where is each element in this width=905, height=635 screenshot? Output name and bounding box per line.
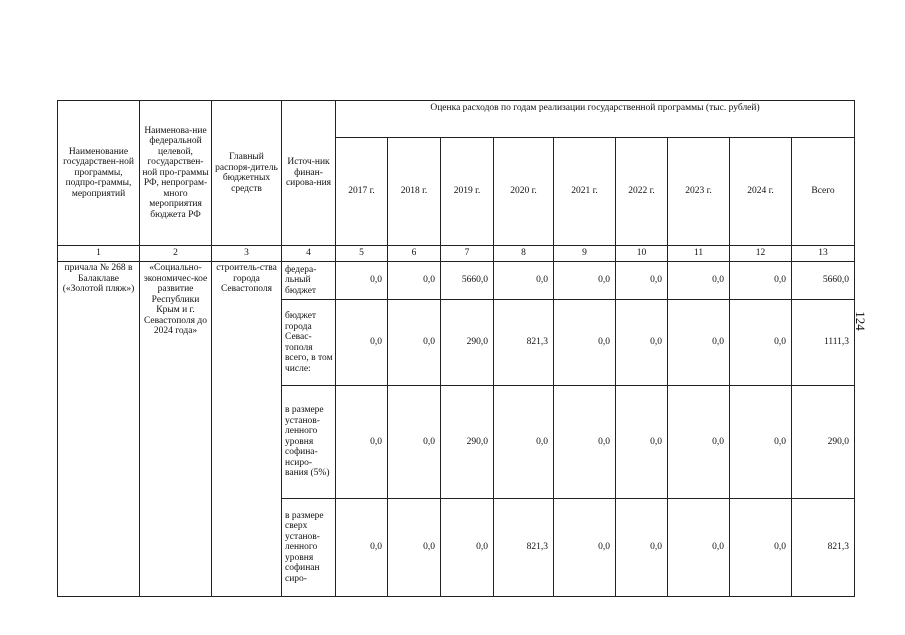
header-year: 2021 г.	[554, 138, 616, 246]
header-year: 2019 г.	[441, 138, 494, 246]
value-cell: 0,0	[668, 300, 730, 386]
header-federal-program: Наименова-ние федеральной целевой, государствен-ной про-граммы РФ, непрограм-много мероприятия бюджета РФ	[140, 101, 212, 246]
value-cell: 821,3	[494, 300, 554, 386]
value-cell: 0,0	[554, 300, 616, 386]
administrator-cell: строитель-ства города Севастополя	[212, 262, 282, 597]
header-year: 2022 г.	[616, 138, 668, 246]
value-cell: 0,0	[730, 386, 792, 499]
value-cell: 0,0	[494, 262, 554, 300]
value-cell: 0,0	[388, 300, 441, 386]
value-cell: 0,0	[554, 499, 616, 597]
header-total: Всего	[792, 138, 855, 246]
value-cell: 0,0	[494, 386, 554, 499]
column-number: 3	[212, 246, 282, 262]
value-cell: 290,0	[441, 386, 494, 499]
funding-source-cell: в размере сверх установ-ленного уровня софинан сиро-	[282, 499, 336, 597]
column-number: 12	[730, 246, 792, 262]
total-cell: 5660,0	[792, 262, 855, 300]
total-cell: 1111,3	[792, 300, 855, 386]
value-cell: 0,0	[616, 262, 668, 300]
column-number: 10	[616, 246, 668, 262]
page-number: 124	[852, 311, 868, 331]
column-number: 2	[140, 246, 212, 262]
column-number: 4	[282, 246, 336, 262]
total-cell: 821,3	[792, 499, 855, 597]
funding-source-cell: в размере установ-ленного уровня софина-нсиро-вания (5%)	[282, 386, 336, 499]
column-number-row	[58, 246, 855, 262]
value-cell: 0,0	[668, 499, 730, 597]
column-number: 6	[388, 246, 441, 262]
header-years-group: Оценка расходов по годам реализации государственной программы (тыс. рублей)	[336, 101, 855, 138]
value-cell: 0,0	[388, 499, 441, 597]
value-cell: 0,0	[730, 499, 792, 597]
value-cell: 0,0	[730, 300, 792, 386]
program-name-cell: причала № 268 в Балаклаве («Золотой пляж»)	[58, 262, 140, 597]
value-cell: 0,0	[668, 262, 730, 300]
column-number: 5	[336, 246, 388, 262]
header-funding-source: Источ-ник финан-сирова-ния	[282, 101, 336, 246]
value-cell: 5660,0	[441, 262, 494, 300]
value-cell: 0,0	[616, 300, 668, 386]
header-year: 2017 г.	[336, 138, 388, 246]
column-number: 9	[554, 246, 616, 262]
value-cell: 0,0	[441, 499, 494, 597]
column-number: 1	[58, 246, 140, 262]
value-cell: 0,0	[336, 499, 388, 597]
header-year: 2024 г.	[730, 138, 792, 246]
funding-source-cell: бюджет города Севас-тополя всего, в том числе:	[282, 300, 336, 386]
value-cell: 0,0	[336, 300, 388, 386]
column-number: 7	[441, 246, 494, 262]
value-cell: 0,0	[388, 386, 441, 499]
federal-program-cell: «Социально-экономичес-кое развитие Республики Крым и г. Севастополя до 2024 года»	[140, 262, 212, 597]
funding-source-cell: федера-льный бюджет	[282, 262, 336, 300]
value-cell: 0,0	[388, 262, 441, 300]
value-cell: 0,0	[668, 386, 730, 499]
budget-table	[57, 100, 855, 597]
header-year: 2018 г.	[388, 138, 441, 246]
table-row	[58, 262, 855, 300]
value-cell: 290,0	[441, 300, 494, 386]
value-cell: 821,3	[494, 499, 554, 597]
header-row-1	[58, 101, 855, 138]
total-cell: 290,0	[792, 386, 855, 499]
column-number: 11	[668, 246, 730, 262]
value-cell: 0,0	[336, 262, 388, 300]
header-year: 2020 г.	[494, 138, 554, 246]
header-year: 2023 г.	[668, 138, 730, 246]
header-administrator: Главный распоря-дитель бюджетных средств	[212, 101, 282, 246]
header-program-name: Наименование государствен-ной программы, подпро-граммы, мероприятий	[58, 101, 140, 246]
value-cell: 0,0	[554, 262, 616, 300]
column-number: 8	[494, 246, 554, 262]
value-cell: 0,0	[554, 386, 616, 499]
column-number: 13	[792, 246, 855, 262]
value-cell: 0,0	[616, 386, 668, 499]
value-cell: 0,0	[730, 262, 792, 300]
value-cell: 0,0	[616, 499, 668, 597]
value-cell: 0,0	[336, 386, 388, 499]
